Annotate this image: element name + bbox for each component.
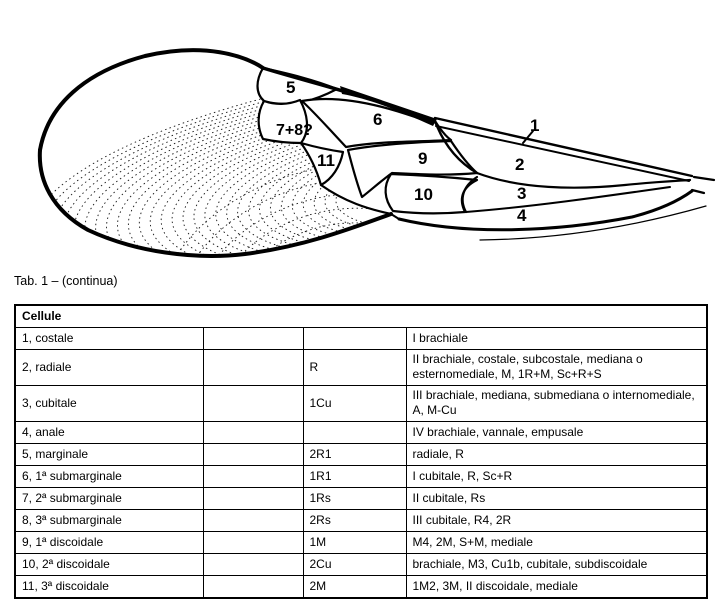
- table-row: [15, 386, 707, 422]
- cell-empty: [203, 532, 303, 554]
- cell-description: brachiale, M3, Cu1b, cubitale, subdiscoidale: [406, 554, 707, 576]
- table-row: [15, 444, 707, 466]
- cell-name: 9, 1ª discoidale: [15, 532, 203, 554]
- cell-description: 1M2, 3M, II discoidale, mediale: [406, 576, 707, 599]
- cell-empty: [203, 488, 303, 510]
- cell-name: 6, 1ª submarginale: [15, 466, 203, 488]
- table-row: [15, 510, 707, 532]
- cell-description: I cubitale, R, Sc+R: [406, 466, 707, 488]
- cell-description: III cubitale, R4, 2R: [406, 510, 707, 532]
- cell-empty: [203, 466, 303, 488]
- table-row: [15, 532, 707, 554]
- cell-name: 1, costale: [15, 328, 203, 350]
- table-row: [15, 350, 707, 386]
- cell-name: 4, anale: [15, 422, 203, 444]
- cell-name: 8, 3ª submarginale: [15, 510, 203, 532]
- wing-base-tick: [694, 177, 714, 180]
- cell-description: II brachiale, costale, subcostale, mediana o esternomediale, M, 1R+M, Sc+R+S: [406, 350, 707, 386]
- wing-cell-label-7-8: 7+8?: [276, 122, 313, 139]
- cell-description: M4, 2M, S+M, mediale: [406, 532, 707, 554]
- cell-code: 2M: [303, 576, 406, 599]
- wing-cell-label-4: 4: [517, 206, 527, 225]
- cell-code: 2Rs: [303, 510, 406, 532]
- wing-cell-label-1: 1: [530, 116, 540, 135]
- cell-code: R: [303, 350, 406, 386]
- wing-diagram: [0, 0, 720, 270]
- cell-empty: [203, 510, 303, 532]
- wing-cell-label-6: 6: [373, 110, 383, 129]
- wing-cell-label-9: 9: [418, 149, 428, 168]
- table-row: [15, 554, 707, 576]
- table-header-row: [15, 305, 707, 328]
- cell-empty: [203, 328, 303, 350]
- cell-code: 1M: [303, 532, 406, 554]
- wing-cell-label-5: 5: [286, 78, 296, 97]
- cell-empty: [203, 576, 303, 599]
- table-row: [15, 422, 707, 444]
- cell-code: 2R1: [303, 444, 406, 466]
- wing-base-lower-tick: [692, 190, 704, 193]
- wing-cell-label-3: 3: [517, 184, 527, 203]
- cell-description: II cubitale, Rs: [406, 488, 707, 510]
- wing-cell-label-2: 2: [515, 155, 525, 174]
- cell-description: I brachiale: [406, 328, 707, 350]
- cell-code: [303, 328, 406, 350]
- cell-empty: [203, 444, 303, 466]
- cell-name: 7, 2ª submarginale: [15, 488, 203, 510]
- cell-empty: [203, 554, 303, 576]
- table-row: [15, 576, 707, 599]
- cell-code: 2Cu: [303, 554, 406, 576]
- wing-cell-label-10: 10: [414, 185, 433, 204]
- cell-name: 10, 2ª discoidale: [15, 554, 203, 576]
- cell-code: [303, 422, 406, 444]
- cell-code: 1Rs: [303, 488, 406, 510]
- cell-code: 1R1: [303, 466, 406, 488]
- table-header-cellule: Cellule: [15, 305, 707, 328]
- table-row: [15, 488, 707, 510]
- table-caption: Tab. 1 – (continua): [14, 274, 118, 288]
- cell-name: 11, 3ª discoidale: [15, 576, 203, 599]
- wing-cells-table: [14, 304, 708, 599]
- wing-cell-label-11: 11: [317, 151, 335, 170]
- cell-code: 1Cu: [303, 386, 406, 422]
- cell-name: 2, radiale: [15, 350, 203, 386]
- cell-empty: [203, 350, 303, 386]
- table-row: [15, 466, 707, 488]
- cell-description: IV brachiale, vannale, empusale: [406, 422, 707, 444]
- cell-name: 3, cubitale: [15, 386, 203, 422]
- table-row: [15, 328, 707, 350]
- cell-description: radiale, R: [406, 444, 707, 466]
- cell-empty: [203, 386, 303, 422]
- cell-description: III brachiale, mediana, submediana o internomediale, A, M-Cu: [406, 386, 707, 422]
- cell-empty: [203, 422, 303, 444]
- cell-name: 5, marginale: [15, 444, 203, 466]
